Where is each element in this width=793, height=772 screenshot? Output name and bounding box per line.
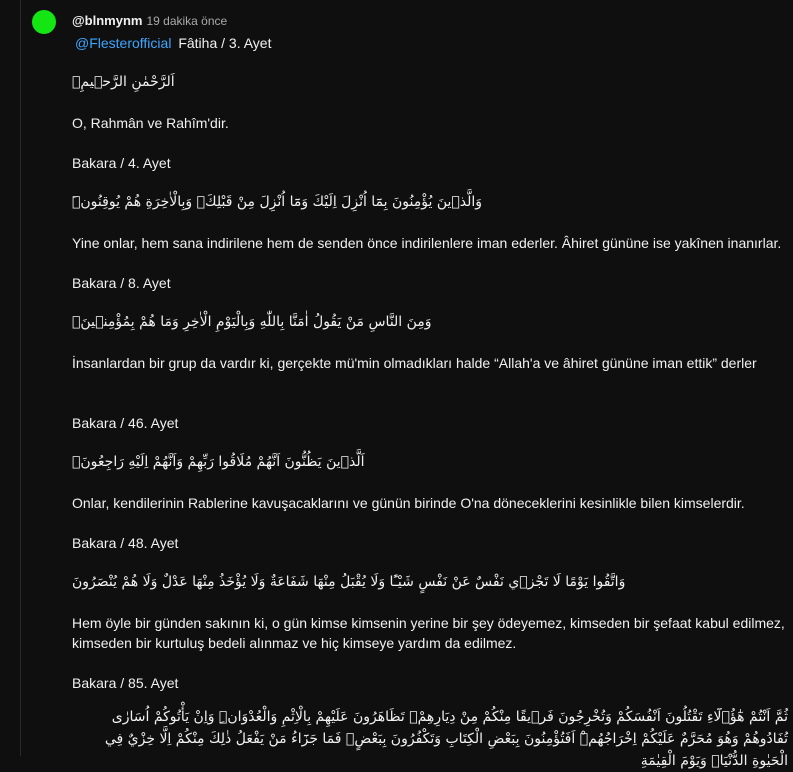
arabic-verse: وَالَّذ۪ينَ يُؤْمِنُونَ بِمَٓا اُنْزِلَ اِلَيْكَ وَمَٓا اُنْزِلَ مِنْ قَبْلِكَۚ وَبِالْاٰخِرَةِ هُمْ يُوقِنُونَۜ xyxy=(72,194,483,210)
translation-text: Onlar, kendilerinin Rablerine kavuşacaklarını ve günün birinde O'na döneceklerini kesinlikle bilen kimselerdir. xyxy=(72,495,745,511)
arabic-verse: اَلَّذ۪ينَ يَظُنُّونَ اَنَّهُمْ مُلَاقُوا رَبِّهِمْ وَاَنَّهُمْ اِلَيْهِ رَاجِعُونَ۟ xyxy=(72,454,365,470)
comment-timestamp[interactable]: 19 dakika önce xyxy=(146,14,228,28)
verse-reference: Fâtiha / 3. Ayet xyxy=(178,35,272,51)
translation-text: Hem öyle bir günden sakının ki, o gün kimse kimsenin yerine bir şey ödeyemez, kimseden bir şefaat kabul edilmez, kimseden bir kurtuluş bedeli alınmaz ve hiç kimseye yardım da edilmez. xyxy=(72,615,785,651)
verse-reference: Bakara / 8. Ayet xyxy=(72,275,171,291)
verse-reference: Bakara / 46. Ayet xyxy=(72,415,179,431)
translation-text: Yine onlar, hem sana indirilene hem de senden önce indirilenlere iman ederler. Âhiret gününe ise yakînen inanırlar. xyxy=(72,235,782,251)
verse-reference: Bakara / 48. Ayet xyxy=(72,535,179,551)
arabic-verse: وَمِنَ النَّاسِ مَنْ يَقُولُ اٰمَنَّا بِاللّٰهِ وَبِالْيَوْمِ الْاٰخِرِ وَمَا هُمْ بِمُؤْمِن۪ينَۢ xyxy=(72,314,432,330)
comment-header xyxy=(72,13,227,29)
arabic-verse: ثُمَّ اَنْتُمْ هٰٓؤُ۬لَٓاءِ تَقْتُلُونَ اَنْفُسَكُمْ وَتُخْرِجُونَ فَر۪يقًا مِنْكُمْ مِنْ دِيَارِهِمْۘ تَظَاهَرُونَ عَلَيْهِمْ بِالْاِثْمِ وَالْعُدْوَانِۜ وَاِنْ يَأْتُوكُمْ اُسَارٰى تُفَادُوهُمْ وَهُوَ مُحَرَّمٌ عَلَيْكُمْ اِخْرَاجُهُمْۜ اَفَتُؤْمِنُونَ بِبَعْضِ الْكِتَابِ وَتَكْفُرُونَ بِبَعْضٍۚ فَمَا جَزَٓاءُ مَنْ يَفْعَلُ ذٰلِكَ مِنْكُمْ اِلَّا خِزْيٌ فِي الْحَيٰوةِ الدُّنْيَاۚ وَيَوْمَ الْقِيٰمَةِ xyxy=(104,709,788,769)
translation-text: O, Rahmân ve Rahîm'dir. xyxy=(72,115,229,131)
thread-line xyxy=(20,0,21,756)
verse-reference: Bakara / 4. Ayet xyxy=(72,155,171,171)
verse-reference: Bakara / 85. Ayet xyxy=(72,675,179,691)
arabic-verse: وَاتَّقُوا يَوْمًا لَا تَجْز۪ي نَفْسٌ عَنْ نَفْسٍ شَيْـًٔا وَلَا يُقْبَلُ مِنْهَا شَفَاعَةٌ وَلَا يُؤْخَذُ مِنْهَا عَدْلٌ وَلَا هُمْ يُنْصَرُونَ xyxy=(72,574,626,590)
translation-text: İnsanlardan bir grup da vardır ki, gerçekte mü'min olmadıkları halde “Allah'a ve âhiret gününe iman ettik” derler xyxy=(72,355,757,371)
mention-link[interactable]: @Flesterofficial xyxy=(75,35,172,51)
arabic-verse: اَلرَّحْمٰنِ الرَّح۪يمِۙ xyxy=(72,74,175,90)
mention-line xyxy=(72,33,271,53)
avatar[interactable] xyxy=(32,10,56,34)
author-name[interactable]: @blnmynm xyxy=(72,13,143,28)
